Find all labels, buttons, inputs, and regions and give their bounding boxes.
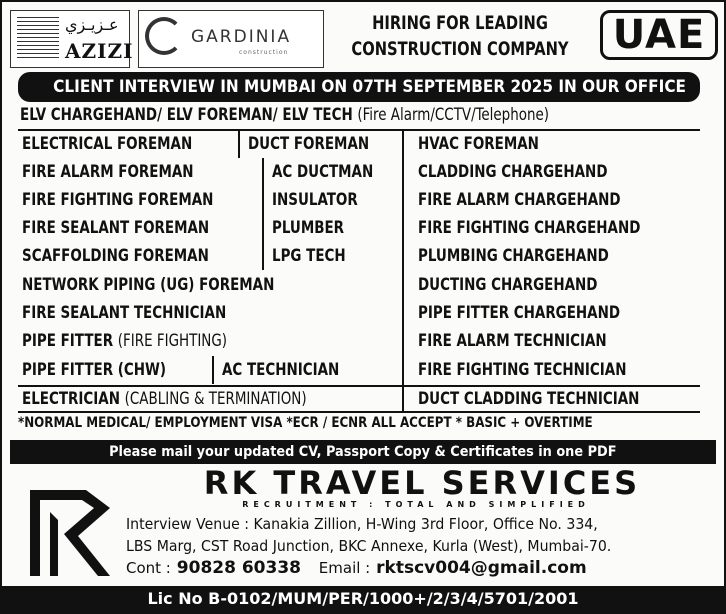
grid-line [238, 130, 240, 158]
azizi-logo-mark [17, 17, 59, 61]
gardinia-logo-text: GARDINIA [191, 27, 292, 47]
azizi-logo [10, 10, 134, 68]
hiring-heading [345, 10, 575, 62]
venue-line-2: LBS Marg, CST Road Junction, BKC Annexe, Kurla (West), Mumbai-70. [126, 537, 612, 555]
email-address[interactable]: rktscv004@gmail.com [376, 558, 587, 578]
job-title: LPG TECH [272, 246, 346, 266]
agency-name: RK TRAVEL SERVICES [203, 464, 641, 502]
job-title: FIRE ALARM TECHNICIAN [418, 331, 607, 351]
grid-line [18, 385, 700, 387]
grid-line [212, 356, 214, 384]
job-title: NETWORK PIPING (UG) FOREMAN [22, 275, 275, 295]
phone-number: 90828 60338 [176, 558, 302, 578]
job-title: PIPE FITTER (CHW) [22, 360, 167, 380]
contact-line [126, 558, 587, 578]
grid-line [262, 158, 264, 270]
job-row-electrician [22, 389, 307, 409]
job-title: FIRE ALARM FOREMAN [22, 162, 194, 182]
job-title: FIRE FIGHTING FOREMAN [22, 190, 214, 210]
job-title: PLUMBING CHARGEHAND [418, 246, 609, 266]
grid-line [18, 411, 700, 413]
job-title: CLADDING CHARGEHAND [418, 162, 608, 182]
gardinia-logo [138, 10, 324, 68]
job-title: ELECTRICIAN [22, 389, 120, 409]
hiring-line-2: CONSTRUCTION COMPANY [351, 38, 569, 60]
grid-line [402, 130, 404, 412]
job-title: PIPE FITTER [22, 331, 114, 351]
venue-line-1: Interview Venue : Kanakia Zillion, H-Wing 3rd Floor, Office No. 334, [126, 515, 598, 533]
gardinia-logo-subtext: construction [239, 49, 289, 56]
job-row-elv [20, 105, 549, 125]
job-title: FIRE FIGHTING CHARGEHAND [418, 218, 641, 238]
job-title: AC TECHNICIAN [222, 360, 340, 380]
interview-banner [18, 72, 700, 102]
job-row-pipe-fitter [22, 331, 227, 351]
job-title: PLUMBER [272, 218, 345, 238]
job-title-detail: (FIRE FIGHTING) [117, 331, 228, 351]
job-title: PIPE FITTER CHARGEHAND [418, 303, 621, 323]
job-title: HVAC FOREMAN [418, 134, 539, 154]
country-badge: UAE [600, 10, 718, 60]
email-label: Email : [318, 559, 371, 577]
gardinia-logo-mark [145, 17, 183, 55]
job-title: FIRE SEALANT TECHNICIAN [22, 303, 227, 323]
job-title: INSULATOR [272, 190, 358, 210]
job-title: AC DUCTMAN [272, 162, 374, 182]
job-title-detail: (Fire Alarm/CCTV/Telephone) [357, 105, 550, 125]
job-title: DUCTING CHARGEHAND [418, 275, 598, 295]
job-title: FIRE FIGHTING TECHNICIAN [418, 360, 627, 380]
contact-label: Cont : [126, 559, 171, 577]
job-title: FIRE ALARM CHARGEHAND [418, 190, 621, 210]
mail-instruction-text: Please mail your updated CV, Passport Copy & Certificates in one PDF [109, 444, 617, 460]
job-title: ELECTRICAL FOREMAN [22, 134, 193, 154]
license-bar: Lic No B-0102/MUM/PER/1000+/2/3/4/5701/2001 [2, 586, 724, 612]
job-title-detail: (CABLING & TERMINATION) [124, 389, 307, 409]
conditions-notes: *NORMAL MEDICAL/ EMPLOYMENT VISA *ECR / ECNR ALL ACCEPT * BASIC + OVERTIME [18, 415, 593, 431]
agency-tagline: RECRUITMENT : TOTAL AND SIMPLIFIED [242, 500, 590, 509]
job-title: ELV CHARGEHAND/ ELV FOREMAN/ ELV TECH [20, 105, 353, 125]
hiring-line-1: HIRING FOR LEADING [372, 12, 548, 34]
interview-banner-text: CLIENT INTERVIEW IN MUMBAI ON 07TH SEPTEMBER 2025 IN OUR OFFICE [53, 77, 686, 97]
azizi-logo-arabic: عـزيـزي [65, 15, 119, 34]
mail-instruction-bar [10, 440, 716, 464]
job-title: FIRE SEALANT FOREMAN [22, 218, 210, 238]
azizi-logo-text: AZIZI [65, 39, 134, 63]
job-title: DUCT CLADDING TECHNICIAN [418, 389, 640, 409]
rk-logo-icon [24, 486, 120, 580]
job-title: DUCT FOREMAN [248, 134, 370, 154]
grid-line [18, 129, 700, 131]
job-title: SCAFFOLDING FOREMAN [22, 246, 209, 266]
